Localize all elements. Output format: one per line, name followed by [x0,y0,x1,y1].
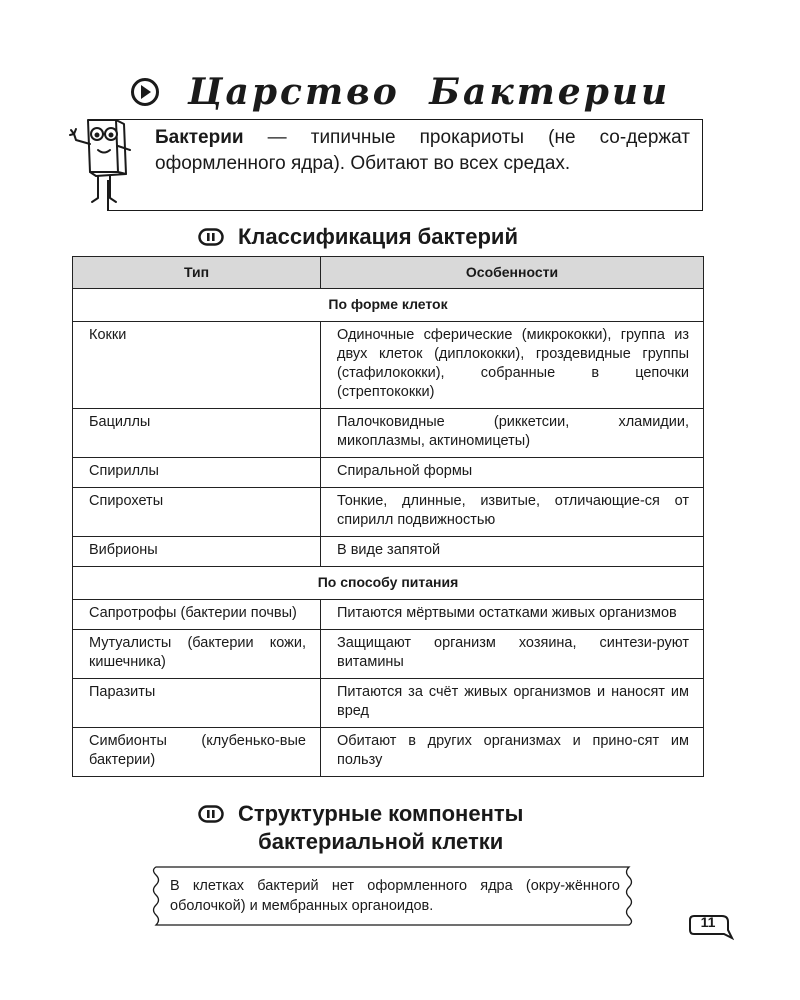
section-heading-text [238,800,523,856]
classification-table [72,256,704,777]
page-title: Царство Бактерии [187,71,671,113]
category-label: По форме клеток [73,289,704,322]
cell-type: Паразиты [73,679,321,728]
table-row [73,537,704,567]
cell-type: Сапротрофы (бактерии почвы) [73,600,321,630]
definition-body: — типичные прокариоты (не со-держат оформленного ядра). Обитают во всех средах. [155,127,690,174]
cell-features: В виде запятой [321,537,704,567]
cell-type: Спириллы [73,458,321,488]
page-number: 11 [700,914,716,930]
cell-type: Вибрионы [73,537,321,567]
definition-text [155,125,690,177]
cell-type: Симбионты (клубенько-вые бактерии) [73,728,321,777]
table-row [73,322,704,409]
section-heading-classification [198,222,518,252]
cell-features: Спиральной формы [321,458,704,488]
heading-line-1: Структурные компоненты [238,801,524,826]
heading-line-2: бактериальной клетки [258,829,504,854]
pause-icon [198,805,224,823]
table-row [73,458,704,488]
cell-features: Одиночные сферические (микрококки), группа из двух клеток (диплококки), гроздевидные группы (стафилококки), собранные в цепочки (стрептококки) [321,322,704,409]
section-heading-text: Классификация бактерий [238,224,518,249]
note-text: В клетках бактерий нет оформленного ядра (окру-жённого оболочкой) и мембранных органоидов. [170,878,620,914]
table-row [73,409,704,458]
pause-icon [198,228,224,246]
cell-type: Кокки [73,322,321,409]
cell-features: Питаются мёртвыми остатками живых организмов [321,600,704,630]
cell-type: Бациллы [73,409,321,458]
table-header-row [73,257,704,289]
cell-features: Защищают организм хозяина, синтези-руют витамины [321,630,704,679]
table-row [73,488,704,537]
table-row [73,728,704,777]
table-row [73,679,704,728]
cell-features: Палочковидные (риккетсии, хламидии, микоплазмы, актиномицеты) [321,409,704,458]
section-heading-structure [198,800,523,856]
cell-features: Тонкие, длинные, извитые, отличающие-ся от спирилл подвижностью [321,488,704,537]
cell-type: Спирохеты [73,488,321,537]
table-row [73,630,704,679]
definition-box-edge [107,180,109,211]
table-category-row [73,567,704,600]
cell-features: Обитают в других организмах и прино-сят им пользу [321,728,704,777]
cell-type: Мутуалисты (бактерии кожи, кишечника) [73,630,321,679]
table-row [73,600,704,630]
table-category-row [73,289,704,322]
cell-features: Питаются за счёт живых организмов и наносят им вред [321,679,704,728]
header-features: Особенности [321,257,704,289]
category-label: По способу питания [73,567,704,600]
definition-term: Бактерии [155,127,244,148]
play-icon [130,77,160,107]
header-type: Тип [73,257,321,289]
